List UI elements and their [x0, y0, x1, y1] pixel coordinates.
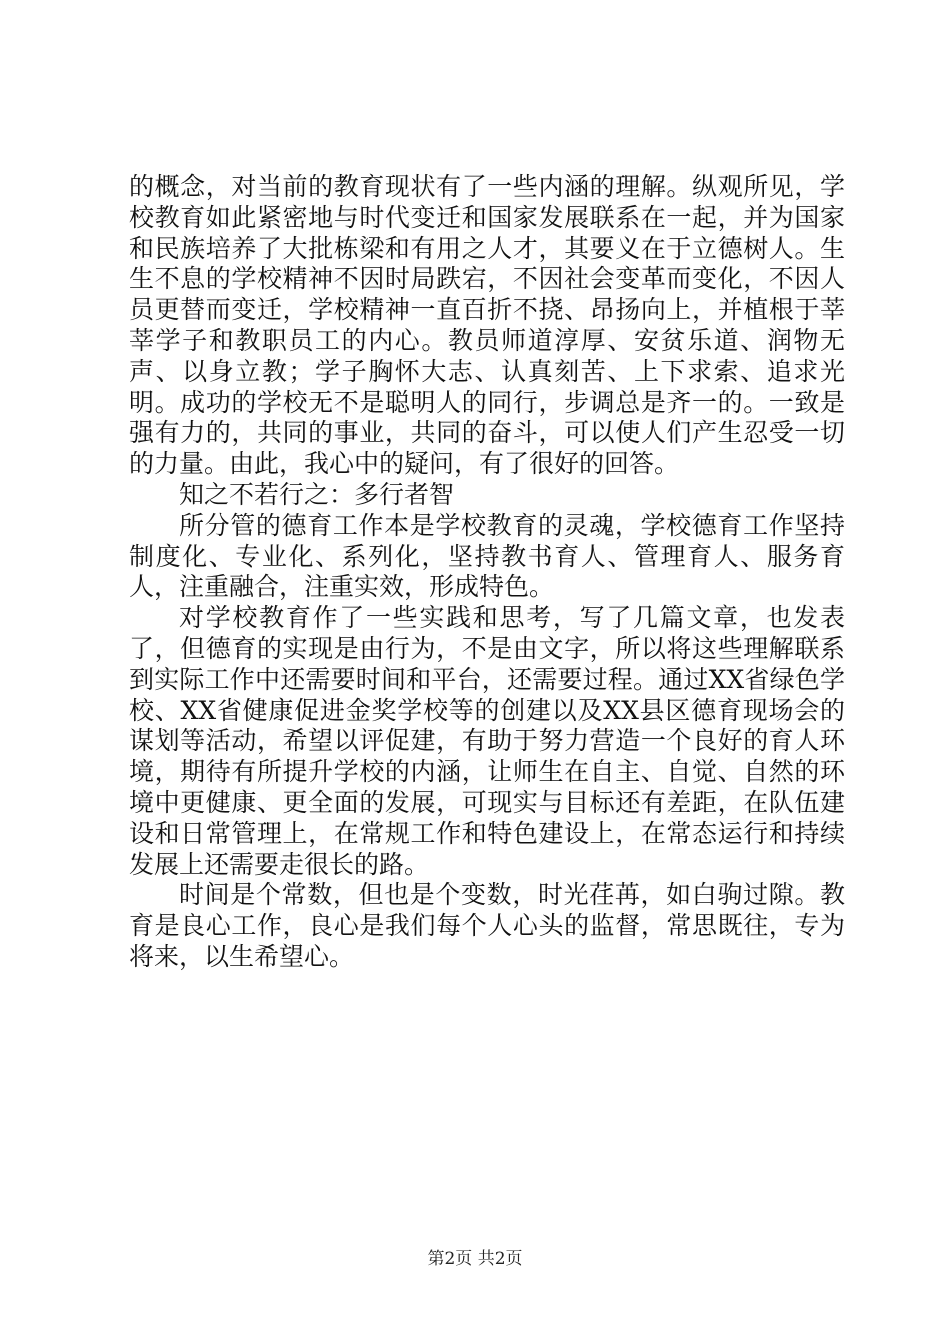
paragraph-closing: 时间是个常数，但也是个变数，时光荏苒，如白驹过隙。教育是良心工作，良心是我们每个人心头的监督，常思既往，专为将来，以生希望心。: [129, 880, 845, 971]
paragraph-continuation: 的概念，对当前的教育现状有了一些内涵的理解。纵观所见，学校教育如此紧密地与时代变迁和国家发展联系在一起，并为国家和民族培养了大批栋梁和有用之人才，其要义在于立德树人。生生不息的学校精神不因时局跌宕，不因社会变革而变化，不因人员更替而变迁，学校精神一直百折不挠、昂扬向上，并植根于莘莘学子和教职员工的内心。教员师道淳厚、安贫乐道、润物无声、以身立教；学子胸怀大志、认真刻苦、上下求索、追求光明。成功的学校无不是聪明人的同行，步调总是齐一的。一致是强有力的，共同的事业，共同的奋斗，可以使人们产生忍受一切的力量。由此，我心中的疑问，有了很好的回答。: [129, 172, 845, 479]
paragraph-practice: 对学校教育作了一些实践和思考，写了几篇文章，也发表了，但德育的实现是由行为，不是由文字，所以将这些理解联系到实际工作中还需要时间和平台，还需要过程。通过XX省绿色学校、XX省健康促进金奖学校等的创建以及XX县区德育现场会的谋划等活动，希望以评促建，有助于努力营造一个良好的育人环境，期待有所提升学校的内涵，让师生在自主、自觉、自然的环境中更健康、更全面的发展，可现实与目标还有差距，在队伍建设和日常管理上，在常规工作和特色建设上，在常态运行和持续发展上还需要走很长的路。: [129, 603, 845, 879]
document-body: [129, 172, 845, 973]
page-footer: [0, 1244, 950, 1269]
page-number: 第2页 共2页: [427, 1249, 523, 1269]
paragraph-moral-education: 所分管的德育工作本是学校教育的灵魂，学校德育工作坚持制度化、专业化、系列化，坚持教书育人、管理育人、服务育人，注重融合，注重实效，形成特色。: [129, 510, 845, 602]
section-heading: 知之不若行之：多行者智: [179, 479, 455, 509]
